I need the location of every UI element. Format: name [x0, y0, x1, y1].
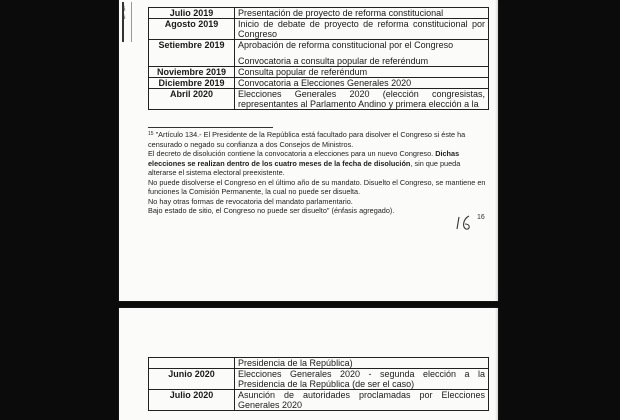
table-row [149, 390, 489, 411]
date-cell: Agosto 2019 [149, 19, 235, 40]
table-row [149, 89, 489, 110]
edge-scan-text: ĥ ŭ [122, 6, 126, 21]
description-cell: Inicio de debate de proyecto de reforma constitucional por Congreso [235, 19, 489, 40]
date-cell: Abril 2020 [149, 89, 235, 110]
description-cell [235, 40, 489, 67]
footnote-marker: 15 [148, 131, 154, 137]
description-cell: Elecciones Generales 2020 (elección congresistas, representantes al Parlamento Andino y primera elección a la [235, 89, 489, 110]
description-cell: Convocatoria a Elecciones Generales 2020 [235, 78, 489, 89]
description-line: Aprobación de reforma constitucional por el Congreso [238, 40, 454, 50]
table-row [149, 369, 489, 390]
footnote-text: El decreto de disolución contiene la convocatoria a elecciones para un nuevo Congreso. [148, 149, 436, 158]
table-row [149, 8, 489, 19]
footnote-paragraph: Bajo estado de sitio, el Congreso no puede ser disuelto" (énfasis agregado). [148, 206, 395, 215]
date-cell: Julio 2020 [149, 390, 235, 411]
description-cell: Asunción de autoridades proclamadas por Elecciones Generales 2020 [235, 390, 489, 411]
table-row [149, 19, 489, 40]
description-cell: Elecciones Generales 2020 - segunda elección a la Presidencia de la República (de ser el caso) [235, 369, 489, 390]
handwritten-page-number [455, 213, 477, 233]
description-cell: Consulta popular de referéndum [235, 67, 489, 78]
table-row [149, 358, 489, 369]
page-number: 16 [477, 214, 485, 221]
page-edge-shadow [495, 308, 498, 420]
table-row [149, 78, 489, 89]
footnote-paragraph [148, 130, 488, 149]
footnote-text: "Artículo 134.- El Presidente de la República está facultado para disolver el Congreso si éste ha censurado o negado su confianza a dos Consejos de Ministros. [148, 130, 466, 149]
date-cell [149, 358, 235, 369]
document-page-bottom [119, 308, 498, 420]
footnote [148, 130, 488, 216]
footnote-paragraph: No hay otras formas de revocatoria del mandato parlamentario. [148, 196, 353, 206]
document-page-top [119, 0, 498, 301]
table-row [149, 40, 489, 67]
date-cell: Junio 2020 [149, 369, 235, 390]
date-cell: Julio 2019 [149, 8, 235, 19]
schedule-table [148, 357, 489, 411]
footnote-text: , sin que pueda alterarse el sistema electoral preexistente. [148, 158, 461, 177]
schedule-table [148, 7, 489, 110]
description-line: Convocatoria a consulta popular de referéndum [238, 56, 429, 66]
footnote-emphasis: Dichas elecciones se realizan dentro de los cuatro meses de la fecha de disolución [148, 149, 460, 168]
table-row [149, 67, 489, 78]
footnote-paragraph [148, 149, 488, 178]
date-cell: Noviembre 2019 [149, 67, 235, 78]
description-cell: Presentación de proyecto de reforma constitucional [235, 8, 489, 19]
date-cell: Diciembre 2019 [149, 78, 235, 89]
description-cell: Presidencia de la República) [235, 358, 489, 369]
footnote-divider [148, 127, 273, 128]
date-cell: Setiembre 2019 [149, 40, 235, 67]
footnote-paragraph: No puede disolverse el Congreso en el último año de su mandato. Disuelto el Congreso, se mantiene en funciones la Comisión Permanente, la cual no puede ser disuelta. [148, 177, 486, 196]
page-edge-shadow [495, 0, 498, 301]
